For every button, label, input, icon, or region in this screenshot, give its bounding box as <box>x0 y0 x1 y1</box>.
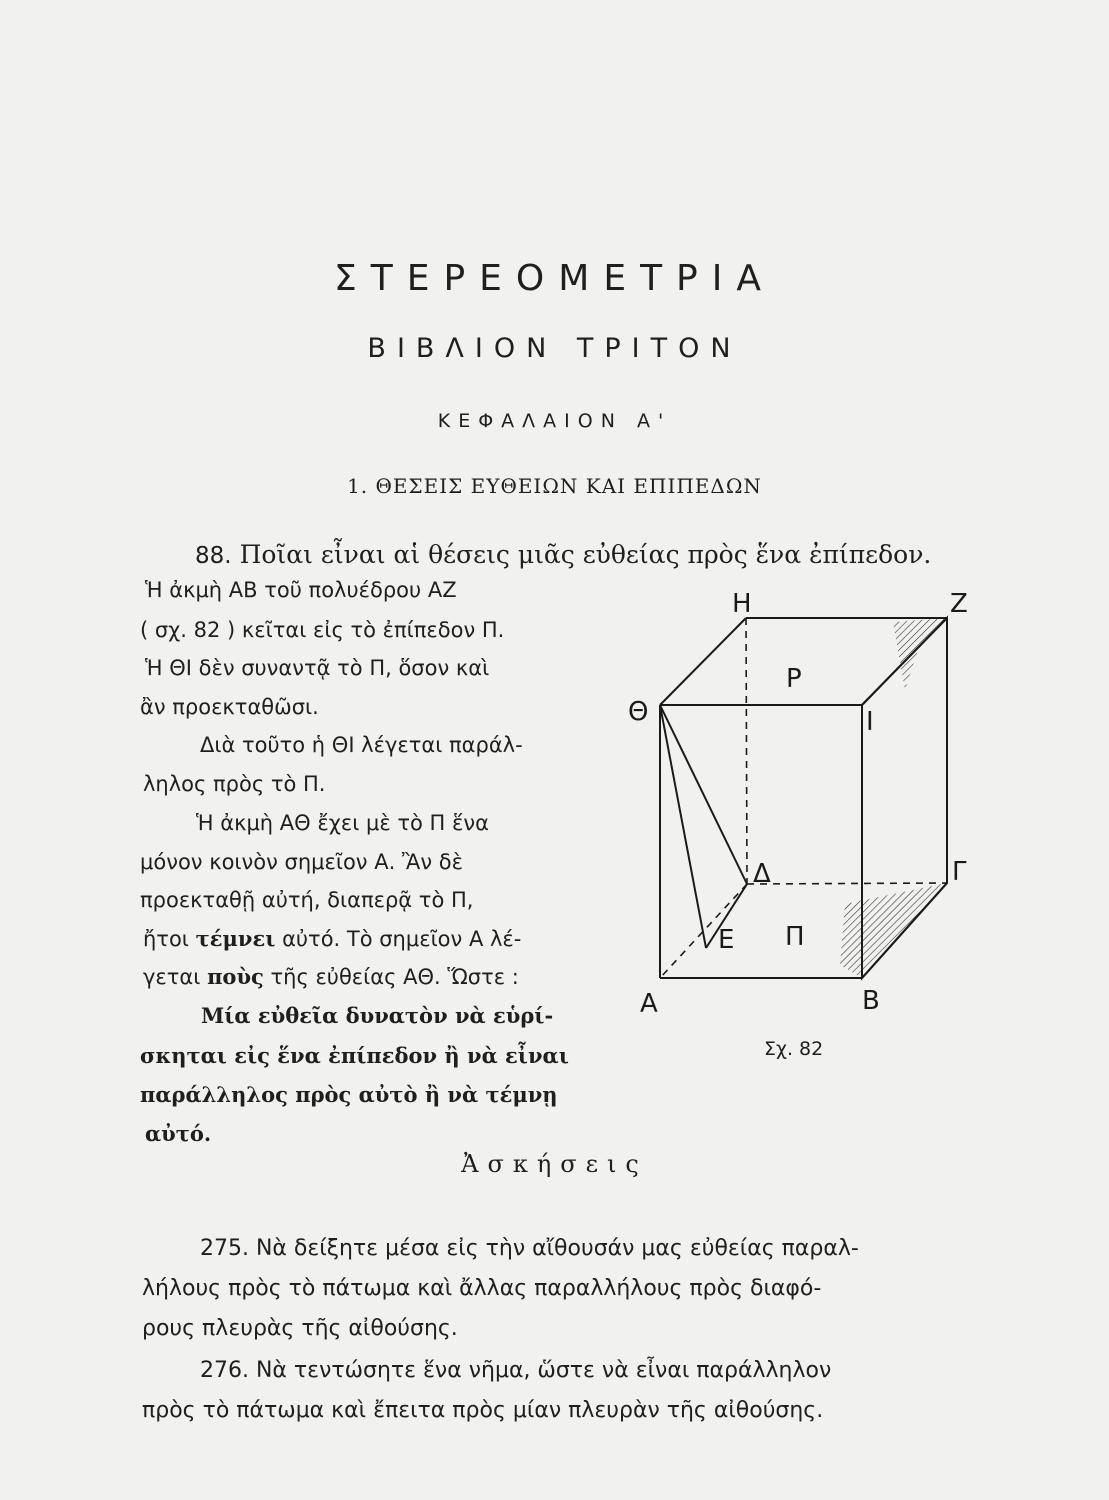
line-theta-delta <box>660 705 747 884</box>
label-P: Ρ <box>786 664 802 694</box>
hatched-bottom <box>840 883 947 978</box>
text-span: ἤτοι <box>143 927 189 951</box>
polyhedron-figure <box>610 575 1010 1015</box>
label-Gamma: Γ <box>952 857 967 887</box>
paragraph-heading <box>195 540 931 569</box>
text-line-11 <box>143 964 519 989</box>
exercise-276-line-2: πρὸς τὸ πάτωμα καὶ ἔπειτα πρὸς μίαν πλευρὰν τῆς αἰθούσης. <box>142 1398 824 1423</box>
label-Delta: Δ <box>753 859 771 889</box>
emphasis-pous: ποὺς <box>207 964 264 989</box>
label-A: Α <box>640 989 658 1015</box>
hidden-edge-h-delta <box>746 618 747 884</box>
text-line-8: μόνον κοινὸν σημεῖον Α. Ἂν δὲ <box>140 850 463 874</box>
rule-line-1: Μία εὐθεῖα δυνατὸν νὰ εὑρί- <box>201 1003 554 1028</box>
exercises-title: Ἀσκήσεις <box>461 1150 648 1178</box>
label-Theta: Θ <box>628 697 649 727</box>
text-line-7: Ἡ ἀκμὴ ΑΘ ἔχει μὲ τὸ Π ἕνα <box>196 811 489 835</box>
text-line-2: ( σχ. 82 ) κεῖται εἰς τὸ ἐπίπεδον Π. <box>140 618 505 642</box>
line-theta-e <box>660 705 706 948</box>
exercise-275-line-3: ρους πλευρὰς τῆς αἰθούσης. <box>142 1316 458 1341</box>
text-line-5: Διὰ τοῦτο ἡ ΘΙ λέγεται παράλ- <box>200 733 523 757</box>
exercise-276-line-1: 276. Νὰ τεντώσητε ἕνα νῆμα, ὥστε νὰ εἶναι παράλληλον <box>200 1358 832 1383</box>
emphasis-temnei: τέμνει <box>195 926 276 951</box>
label-B: Β <box>862 986 880 1015</box>
text-line-4: ἂν προεκταθῶσι. <box>140 695 319 719</box>
text-line-9: προεκταθῇ αὐτή, διαπερᾷ τὸ Π, <box>140 888 474 912</box>
figure-caption: Σχ. 82 <box>764 1038 824 1060</box>
hidden-edge-delta-gamma <box>747 883 947 884</box>
label-E: Ε <box>718 925 735 955</box>
paragraph-number: 88. <box>195 543 232 569</box>
edge-theta-h <box>660 618 746 705</box>
text-line-6: ληλος πρὸς τὸ Π. <box>143 772 326 796</box>
section-title: 1. ΘΕΣΕΙΣ ΕΥΘΕΙΩΝ ΚΑΙ ΕΠΙΠΕΔΩΝ <box>347 474 762 498</box>
rule-line-4: αὐτό. <box>145 1121 212 1146</box>
text-span: αὐτό. Τὸ σημεῖον Α λέ- <box>282 927 522 951</box>
exercise-275-line-1: 275. Νὰ δείξητε μέσα εἰς τὴν αἴθουσάν μας εὐθείας παραλ- <box>200 1236 859 1261</box>
rule-line-2: σκηται εἰς ἕνα ἐπίπεδον ἢ νὰ εἶναι <box>140 1043 569 1068</box>
text-span: τῆς εὐθείας ΑΘ. Ὥστε : <box>270 965 519 989</box>
text-line-10 <box>143 926 521 951</box>
book-title: ΣΤΕΡΕΟΜΕΤΡΙΑ <box>333 258 776 299</box>
exercise-275-line-2: λήλους πρὸς τὸ πάτωμα καὶ ἄλλας παραλλήλους πρὸς διαφό- <box>142 1276 822 1301</box>
label-Z: Ζ <box>950 589 968 619</box>
paragraph-heading-text: Ποῖαι εἶναι αἱ θέσεις μιᾶς εὐθείας πρὸς ἕνα ἐπίπεδον. <box>239 540 932 569</box>
label-H: Η <box>732 589 752 619</box>
chapter-title: ΚΕΦΑΛΑΙΟΝ Α' <box>437 410 672 432</box>
rule-line-3: παράλληλος πρὸς αὐτὸ ἢ νὰ τέμνῃ <box>140 1082 558 1107</box>
book-subtitle: ΒΙΒΛΙΟΝ ΤΡΙΤΟΝ <box>367 333 742 364</box>
text-line-1: Ἡ ἀκμὴ ΑΒ τοῦ πολυέδρου ΑΖ <box>145 578 457 602</box>
label-I: Ι <box>866 707 874 737</box>
text-line-3: Ἡ ΘΙ δὲν συναντᾷ τὸ Π, ὅσον καὶ <box>145 656 490 680</box>
text-span: γεται <box>143 965 201 989</box>
label-Pi: Π <box>785 922 805 952</box>
